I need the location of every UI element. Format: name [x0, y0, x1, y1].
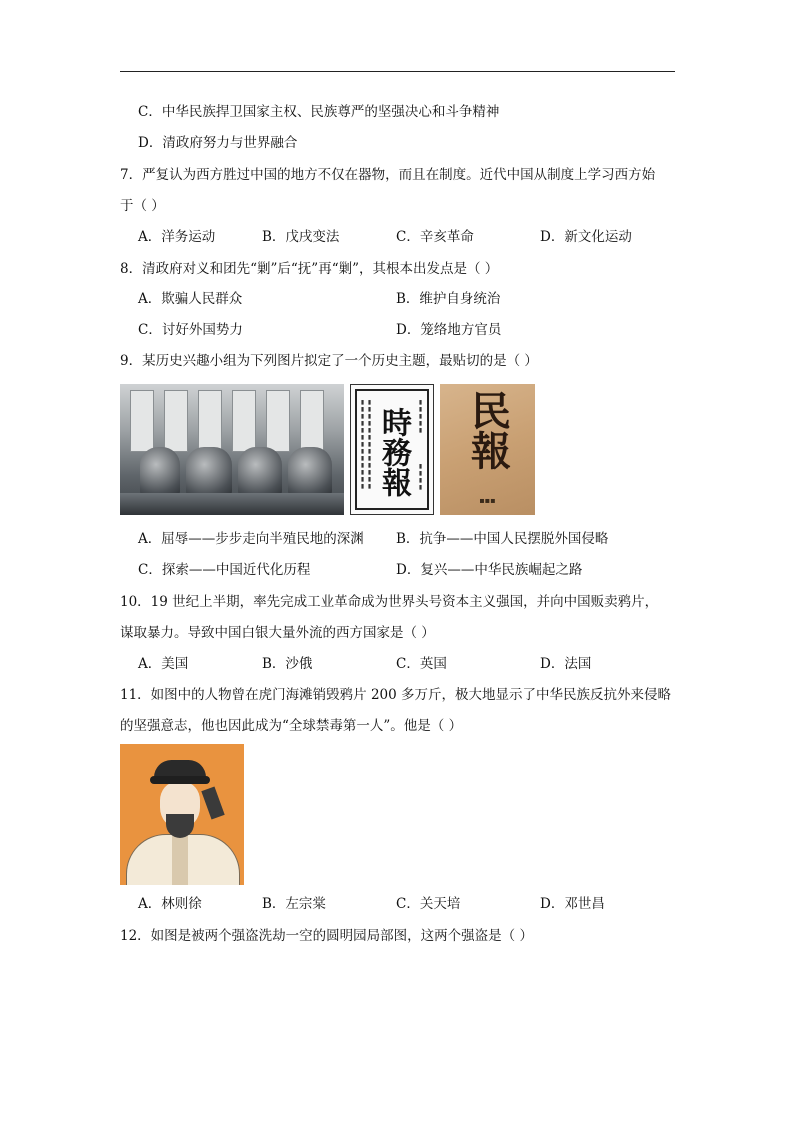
q6-option-d: D．清政府努力与世界融合 — [138, 135, 298, 151]
header-rule — [120, 71, 675, 72]
q7-option-b: B．戊戌变法 — [262, 229, 340, 245]
factory-photo — [120, 384, 344, 515]
minbao-title — [440, 390, 535, 479]
q7-stem-line2: 于（ ） — [120, 198, 165, 214]
q8-option-c: C．讨好外国势力 — [138, 322, 243, 338]
q8-stem: 8．清政府对义和团先“剿”后“抚”再“剿”，其根本出发点是（ ） — [120, 261, 499, 277]
q12-stem: 12．如图是被两个强盗洗劫一空的圆明园局部图，这两个强盗是（ ） — [120, 928, 533, 944]
q6-option-c: C．中华民族捍卫国家主权、民族尊严的坚强决心和斗争精神 — [138, 104, 500, 120]
q9-option-b: B．抗争——中国人民摆脱外国侵略 — [396, 531, 609, 547]
q11-stem-line1: 11．如图中的人物曾在虎门海滩销毁鸦片 200 多万斤，极大地显示了中华民族反抗外来侵略 — [120, 687, 672, 703]
q11-option-a: A．林则徐 — [138, 896, 202, 912]
q10-option-b: B．沙俄 — [262, 656, 313, 672]
q9-option-a: A．屈辱——步步走向半殖民地的深渊 — [138, 531, 364, 547]
minbao-cover-image: 民報 ▪▪▪ — [440, 384, 535, 515]
q7-option-d: D．新文化运动 — [540, 229, 632, 245]
shiwubao-cover-image: 時務報 ▮▮▮▮▮▮▮▮▮▮▮▮▮ ▮▮▮▮▮▮▮▮▮▮▮▮▮ ▮▮▮▮▮ ▮▮▮▮ — [350, 384, 434, 515]
q10-stem-line2: 谋取暴力。导致中国白银大量外流的西方国家是（ ） — [120, 625, 435, 641]
q11-stem-line2: 的坚强意志，他也因此成为“全球禁毒第一人”。他是（ ） — [120, 718, 463, 734]
q7-stem-line1: 7．严复认为西方胜过中国的地方不仅在器物，而且在制度。近代中国从制度上学习西方始 — [120, 167, 656, 183]
q11-option-d: D．邓世昌 — [540, 896, 605, 912]
q8-option-d: D．笼络地方官员 — [396, 322, 502, 338]
minbao-title-text: 民報 — [464, 390, 512, 470]
q10-option-c: C．英国 — [396, 656, 447, 672]
q9-option-c: C．探索——中国近代化历程 — [138, 562, 311, 578]
q11-option-c: C．关天培 — [396, 896, 461, 912]
shiwubao-title-text: 時務報 — [376, 407, 411, 497]
q9-option-d: D．复兴——中华民族崛起之路 — [396, 562, 583, 578]
q7-option-c: C．辛亥革命 — [396, 229, 474, 245]
q10-stem-line1: 10．19 世纪上半期，率先完成工业革命成为世界头号资本主义强国，并向中国贩卖鸦片， — [120, 594, 659, 610]
q8-option-b: B．维护自身统治 — [396, 291, 501, 307]
q9-stem: 9．某历史兴趣小组为下列图片拟定了一个历史主题，最贴切的是（ ） — [120, 353, 538, 369]
q8-option-a: A．欺骗人民群众 — [138, 291, 243, 307]
q7-option-a: A．洋务运动 — [138, 229, 216, 245]
shiwubao-title — [373, 407, 413, 504]
q10-option-d: D．法国 — [540, 656, 592, 672]
q10-option-a: A．美国 — [138, 656, 189, 672]
q11-option-b: B．左宗棠 — [262, 896, 326, 912]
lin-zexu-portrait — [120, 744, 244, 885]
